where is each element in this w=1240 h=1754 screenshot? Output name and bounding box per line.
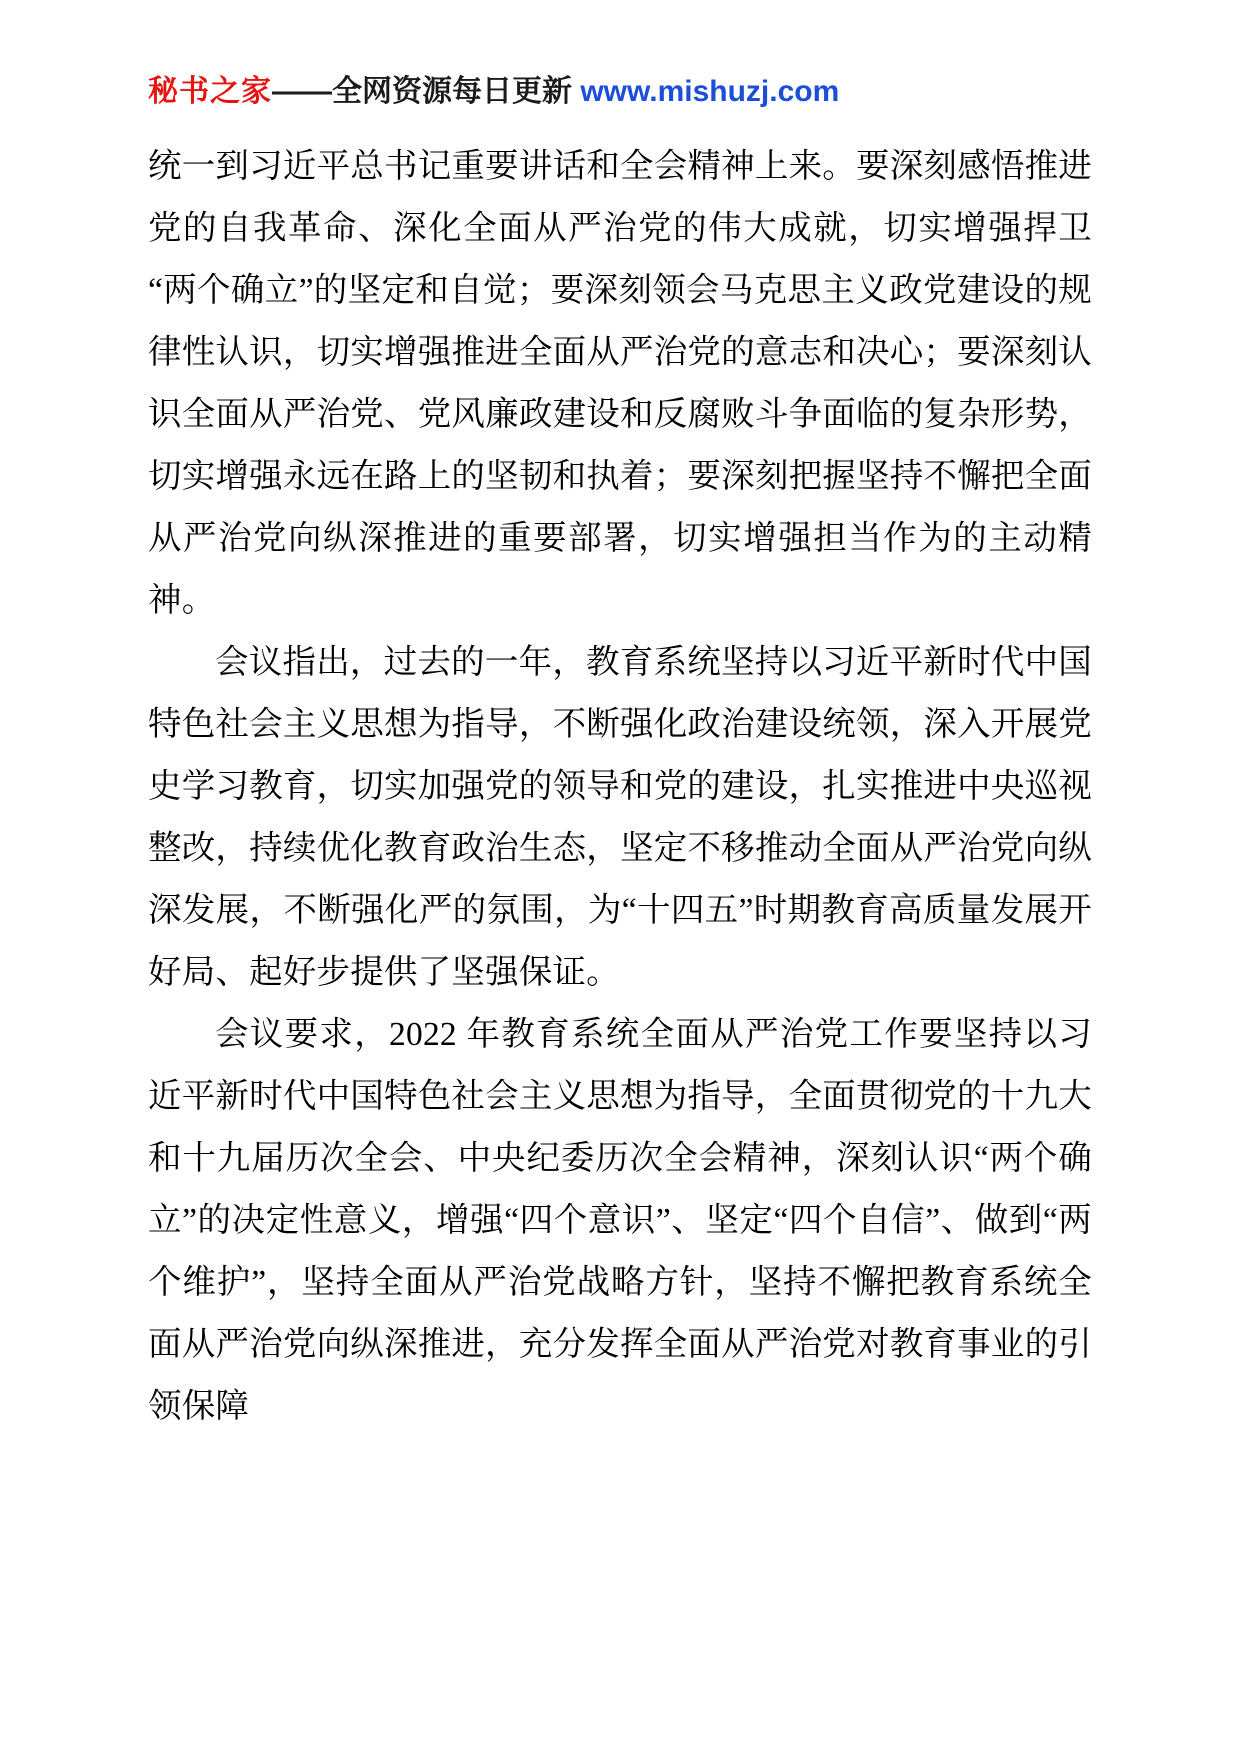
site-watermark-header (148, 74, 1092, 110)
paragraph-1: 统一到习近平总书记重要讲话和全会精神上来。要深刻感悟推进党的自我革命、深化全面从严治党的伟大成就，切实增强捍卫“两个确立”的坚定和自觉；要深刻领会马克思主义政党建设的规律性认识，切实增强推进全面从严治党的意志和决心；要深刻认识全面从严治党、党风廉政建设和反腐败斗争面临的复杂形势，切实增强永远在路上的坚韧和执着；要深刻把握坚持不懈把全面从严治党向纵深推进的重要部署，切实增强担当作为的主动精神。 (148, 148, 1092, 619)
site-tagline: 全网资源每日更新 (332, 75, 572, 108)
brand-separator: —— (272, 75, 332, 108)
paragraph-3: 会议要求，2022 年教育系统全面从严治党工作要坚持以习近平新时代中国特色社会主义思想为指导，全面贯彻党的十九大和十九届历次全会、中央纪委历次全会精神，深刻认识“两个确立”的决定性意义，增强“四个意识”、坚定“四个自信”、做到“两个维护”，坚持全面从严治党战略方针，坚持不懈把教育系统全面从严治党向纵深推进，充分发挥全面从严治党对教育事业的引领保障 (148, 1016, 1092, 1425)
site-brand-name: 秘书之家 (148, 75, 272, 108)
site-url-link[interactable]: www.mishuzj.com (580, 75, 840, 108)
paragraph-2: 会议指出，过去的一年，教育系统坚持以习近平新时代中国特色社会主义思想为指导，不断强化政治建设统领，深入开展党史学习教育，切实加强党的领导和党的建设，扎实推进中央巡视整改，持续优化教育政治生态，坚定不移推动全面从严治党向纵深发展，不断强化严的氛围，为“十四五”时期教育高质量发展开好局、起好步提供了坚强保证。 (148, 644, 1092, 991)
document-body (148, 136, 1092, 1438)
